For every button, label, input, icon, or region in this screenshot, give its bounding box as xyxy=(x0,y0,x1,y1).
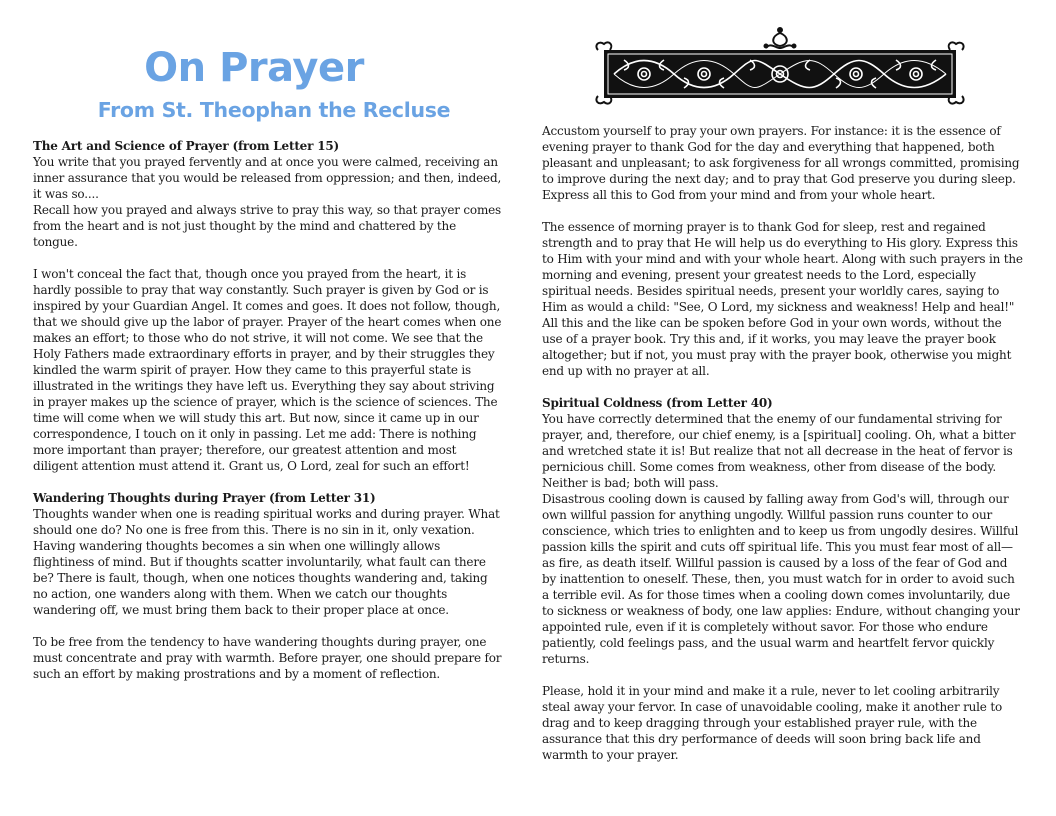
paragraph: The essence of morning prayer is to thank God for sleep, rest and regained strength and to pray that He will help us do everything to His glory. Express this to Him with your mind and with your whole heart. Along with such prayers in the morning and evening, present your greatest needs to the Lord, especially spiritual needs. Besides spiritual needs, present your worldly cares, saying to Him as would a child: "See, O Lord, my sickness and weakness! Help and heal!" All this and the like can be spoken before God in your own words, without the use of a prayer book. Try this and, if it works, you may leave the prayer book altogether; but if not, you must pray with the prayer book, otherwise you might end up with no prayer at all. xyxy=(542,220,1023,378)
section-heading-spiritual-coldness: Spiritual Coldness (from Letter 40) xyxy=(542,396,773,410)
paragraph: Disastrous cooling down is caused by falling away from God's will, through our own willful passion for anything ungodly. Willful passion runs counter to our conscience, which tries to enlighten and to keep us from ungodly desires. Willful passion kills the spirit and cuts off spiritual life. This you must fear most of all—as fire, as death itself. Willful passion is caused by a loss of the fear of God and by inattention to oneself. These, then, you must watch for in order to avoid such a terrible evil. As for those times when a cooling down comes involuntarily, due to sickness or weakness of body, one law applies: Endure, without changing your appointed rule, even if it is completely without savor. For those who endure patiently, cold feelings pass, and the usual warm and heartfelt fervor quickly returns. xyxy=(542,492,1020,666)
section-heading-art-of-prayer: The Art and Science of Prayer (from Letter 15) xyxy=(33,139,339,153)
page-title: On Prayer xyxy=(144,45,364,91)
paragraph: Recall how you prayed and always strive to pray this way, so that prayer comes from the heart and is not just thought by the mind and chattered by the tongue. xyxy=(33,203,501,249)
section-heading-wandering-thoughts: Wandering Thoughts during Prayer (from Letter 31) xyxy=(33,491,376,505)
paragraph: You have correctly determined that the enemy of our fundamental striving for prayer, and, therefore, our chief enemy, is a [spiritual] cooling. Oh, what a bitter and wretched state it is! But realize that not all decrease in the heat of fervor is pernicious chill. Some comes from weakness, other from disease of the body. Neither is bad; both will pass. xyxy=(542,412,1016,490)
paragraph: Accustom yourself to pray your own prayers. For instance: it is the essence of evening prayer to thank God for the day and everything that happened, both pleasant and unpleasant; to ask forgiveness for all wrongs committed, promising to improve during the next day; and to pray that God preserve you during sleep. Express all this to God from your mind and from your whole heart. xyxy=(542,124,1020,202)
paragraph: Please, hold it in your mind and make it a rule, never to let cooling arbitrarily steal away your fervor. In case of unavoidable cooling, make it another rule to drag and to keep dragging through your established prayer rule, with the assurance that this dry performance of deeds will soon bring back life and warmth to your prayer. xyxy=(542,684,1002,762)
right-column xyxy=(542,123,1023,779)
left-column xyxy=(33,138,503,698)
paragraph: I won't conceal the fact that, though once you prayed from the heart, it is hardly possible to pray that way constantly. Such prayer is given by God or is inspired by your Guardian Angel. It comes and goes. It does not follow, though, that we should give up the labor of prayer. Prayer of the heart comes when one makes an effort; to those who do not strive, it will not come. We see that the Holy Fathers made extraordinary efforts in prayer, and by their struggles they kindled the warm spirit of prayer. How they came to this prayerful state is illustrated in the writings they have left us. Everything they say about striving in prayer makes up the science of prayer, which is the science of sciences. The time will come when we will study this art. But now, since it came up in our correspondence, I touch on it only in passing. Let me add: There is nothing more important than prayer; therefore, our greatest attention and most diligent attention must attend it. Grant us, O Lord, zeal for such an effort! xyxy=(33,267,502,473)
paragraph: You write that you prayed fervently and at once you were calmed, receiving an inner assurance that you would be released from oppression; and then, indeed, it was so.... xyxy=(33,155,502,201)
scroll-ornament-icon xyxy=(594,26,966,108)
page-subtitle: From St. Theophan the Recluse xyxy=(97,98,451,122)
paragraph: To be free from the tendency to have wandering thoughts during prayer, one must concentrate and pray with warmth. Before prayer, one should prepare for such an effort by making prostrations and by a moment of reflection. xyxy=(33,635,502,681)
paragraph: Thoughts wander when one is reading spiritual works and during prayer. What should one do? No one is free from this. There is no sin in it, only vexation. Having wandering thoughts becomes a sin when one willingly allows flightiness of mind. But if thoughts scatter involuntarily, what fault can there be? There is fault, though, when one notices thoughts wandering and, taking no action, one wanders along with them. When we catch our thoughts wandering off, we must bring them back to their proper place at once. xyxy=(33,507,500,617)
